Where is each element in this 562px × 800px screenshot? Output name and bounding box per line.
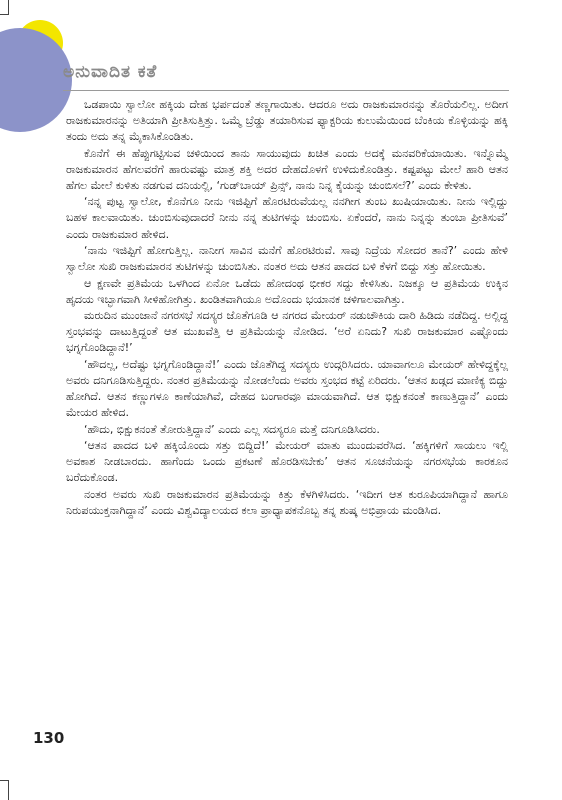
paragraph: ಕೊನೆಗೆ ಈ ಹೆಪ್ಪುಗಟ್ಟಿಸುವ ಚಳಿಯಿಂದ ತಾನು ಸಾಯುವುದು ಖಚಿತ ಎಂದು ಅದಕ್ಕೆ ಮನವರಿಕೆಯಾಯಿತು. ಇನ್ನೊಮ್ಮೆ ರಾಜಕುಮಾರನ ಹೆಗಲವರೆಗೆ ಹಾರುವಷ್ಟು ಮಾತ್ರ ಶಕ್ತಿ ಅದರ ದೇಹದೊಳಗೆ ಉಳಿದುಕೊಂಡಿತ್ತು. ಕಷ್ಟಪಟ್ಟು ಮೇಲೆ ಹಾರಿ ಆತನ ಹೆಗಲ ಮೇಲೆ ಕುಳಿತು ನಡಗುವ ದನಿಯಲ್ಲಿ, ‘ಗುಡ್‌ಬಾಯ್ ಪ್ರಿನ್ಸ್, ನಾನು ನಿನ್ನ ಕೈಯನ್ನು ಚುಂಬಿಸಲೆ?’ ಎಂದು ಕೇಳಿತು. bbox=[66, 146, 508, 192]
paragraph: ಒಡಪಾಯಿ ಸ್ವಾಲೋ ಹಕ್ಕಿಯ ದೇಹ ಭರ್ಪದಂತೆ ತಣ್ಣಗಾಯಿತು. ಆದರೂ ಅದು ರಾಜಕುಮಾರನನ್ನು ತೊರೆಯಲಿಲ್ಲ. ಅದೀಗ ರಾಜಕುಮಾರನನ್ನು ಅತಿಯಾಗಿ ಪ್ರೀತಿಸುತ್ತಿತ್ತು. ಒಮ್ಮೆ ಬ್ರೆಡ್ಡು ತಯಾರಿಸುವ ಫ್ಯಾಕ್ಟರಿಯ ಕುಲುಮೆಯಿಂದ ಬೆಂಕಿಯ ಕೊಳ್ಳಿಯನ್ನು ಹಕ್ಕಿ ತಂದು ಅದು ತನ್ನ ಮೈಕಾಸಿಕೊಂಡಿತು. bbox=[66, 98, 508, 144]
paragraph: ‘ಆತನ ಪಾದದ ಬಳಿ ಹಕ್ಕಿಯೊಂದು ಸತ್ತು ಬಿದ್ದಿದೆ!’ ಮೇಯರ್ ಮಾತು ಮುಂದುವರೆಸಿದ. ‘ಹಕ್ಕಿಗಳಿಗೆ ಸಾಯಲು ಇಲ್ಲಿ ಅವಕಾಶ ನೀಡಬಾರದು. ಹಾಗೆಂದು ಒಂದು ಪ್ರಕಟಣೆ ಹೊರಡಿಸಬೇಕು’ ಆತನ ಸೂಚನೆಯನ್ನು ನಗರಸಭೆಯ ಕಾರಕೂನ ಬರೆದುಕೊಂಡ. bbox=[66, 439, 508, 485]
crop-mark-top bbox=[8, 0, 9, 14]
story-text bbox=[66, 97, 508, 519]
page-number: 130 bbox=[33, 729, 65, 747]
section-title: ಅನುವಾದಿತ ಕತೆ bbox=[63, 62, 158, 82]
crop-mark-bottom-horizontal bbox=[0, 780, 9, 781]
paragraph: ನಂತರ ಅವರು ಸುಖಿ ರಾಜಕುಮಾರನ ಪ್ರತಿಮೆಯನ್ನು ಕಿತ್ತು ಕೆಳಗಿಳಿಸಿದರು. ‘ಇದೀಗ ಆತ ಕುರೂಪಿಯಾಗಿದ್ದಾನೆ ಹಾಗೂ ನಿರುಪಯುಕ್ತನಾಗಿದ್ದಾನೆ’ ಎಂದು ವಿಶ್ವವಿದ್ಯಾಲಯದ ಕಲಾ ಪ್ರಾಧ್ಯಾಪಕನೊಬ್ಬ ತನ್ನ ಶುಷ್ಕ ಅಭಿಪ್ರಾಯ ಮಂಡಿಸಿದ. bbox=[66, 487, 508, 517]
paragraph: ‘ನಾನು ಇಜಿಪ್ಟಿಗೆ ಹೋಗುತ್ತಿಲ್ಲ. ನಾನೀಗ ಸಾವಿನ ಮನೆಗೆ ಹೊರಟಿರುವೆ. ಸಾವು ನಿದ್ರೆಯ ಸೋದರ ತಾನೆ?’ ಎಂದು ಹೇಳಿ ಸ್ವಾಲೋ ಸುಖಿ ರಾಜಕುಮಾರನ ತುಟಿಗಳನ್ನು ಚುಂಬಿಸಿತು. ನಂತರ ಅದು ಆತನ ಪಾದದ ಬಳಿ ಕೆಳಗೆ ಬಿದ್ದು ಸತ್ತು ಹೋಯಿತು. bbox=[66, 244, 508, 274]
paragraph: ಆ ಕ್ಷಣವೇ ಪ್ರತಿಮೆಯ ಒಳಗಿಂದ ಏನೋ ಒಡೆದು ಹೋದಂಥ ಭೀಕರ ಸದ್ದು ಕೇಳಿಸಿತು. ನಿಜಕ್ಕೂ ಆ ಪ್ರತಿಮೆಯ ಉಕ್ಕಿನ ಹೃದಯ ಇಬ್ಭಾಗವಾಗಿ ಸೀಳಿಹೋಗಿತ್ತು. ಖಂಡಿತವಾಗಿಯೂ ಅದೊಂದು ಭಯಾನಕ ಚಳಿಗಾಲವಾಗಿತ್ತು. bbox=[66, 276, 508, 306]
paragraph: ಮರುದಿನ ಮುಂಜಾನೆ ನಗರಸಭೆ ಸದಸ್ಯರ ಜೊತೆಗೂಡಿ ಆ ನಗರದ ಮೇಯರ್ ನಡುಚೌಕಿಯ ದಾರಿ ಹಿಡಿದು ನಡೆದಿದ್ದ. ಅಲ್ಲಿದ್ದ ಸ್ತಂಭವನ್ನು ದಾಟುತ್ತಿದ್ದಂತೆ ಆತ ಮುಖವೆತ್ತಿ ಆ ಪ್ರತಿಮೆಯನ್ನು ನೋಡಿದ. ‘ಅರೆ ಏನಿದು? ಸುಖಿ ರಾಜಕುಮಾರ ಎಷ್ಟೊಂದು ಭಗ್ನಗೊಂಡಿದ್ದಾನೆ!’ bbox=[66, 309, 508, 355]
paragraph: ‘ಹೌದು, ಭಿಕ್ಷುಕನಂತೆ ತೋರುತ್ತಿದ್ದಾನೆ’ ಎಂದು ಎಲ್ಲ ಸದಸ್ಯರೂ ಮತ್ತೆ ದನಿಗೂಡಿಸಿದರು. bbox=[84, 422, 380, 436]
paragraph: ‘ಹೌದಲ್ಲ, ಅದೆಷ್ಟು ಭಗ್ನಗೊಂಡಿದ್ದಾನೆ!’ ಎಂದು ಜೊತೆಗಿದ್ದ ಸದಸ್ಯರು ಉದ್ಗರಿಸಿದರು. ಯಾವಾಗಲೂ ಮೇಯರ್ ಹೇಳಿದ್ದಕ್ಕೆಲ್ಲ ಅವರು ದನಿಗೂಡಿಸುತ್ತಿದ್ದರು. ನಂತರ ಪ್ರತಿಮೆಯನ್ನು ನೋಡಲೆಂದು ಅವರು ಸ್ತಂಭದ ಕಟ್ಟೆ ಏರಿದರು. ‘ಆತನ ಖಡ್ಗದ ಮಾಣಿಕ್ಯ ಬಿದ್ದು ಹೋಗಿದೆ. ಆತನ ಕಣ್ಣುಗಳೂ ಕಾಣೆಯಾಗಿವೆ, ದೇಹದ ಬಂಗಾರವೂ ಮಾಯವಾಗಿದೆ. ಆತ ಭಿಕ್ಷುಕನಂತೆ ಕಾಣುತ್ತಿದ್ದಾನೆ’ ಎಂದು ಮೇಯರ ಹೇಳಿದ. bbox=[66, 357, 508, 420]
crop-mark-top-horizontal bbox=[0, 14, 9, 15]
crop-mark-bottom bbox=[8, 780, 9, 800]
paragraph: ‘ನನ್ನ ಪುಟ್ಟ ಸ್ವಾಲೋ, ಕೊನೆಗೂ ನೀನು ಇಜಿಪ್ಟಿಗೆ ಹೊರಟಿರುವೆಯಲ್ಲ ನನಗೀಗ ತುಂಬ ಖುಷಿಯಾಯಿತು. ನೀನು ಇಲ್ಲಿದ್ದು ಬಹಳ ಕಾಲವಾಯಿತು. ಚುಂಬಿಸುವುದಾದರೆ ನೀನು ನನ್ನ ತುಟಿಗಳನ್ನು ಚುಂಬಿಸು. ಏಕೆಂದರೆ, ನಾನು ನಿನ್ನನ್ನು ತುಂಬಾ ಪ್ರೀತಿಸುವೆ’ ಎಂದು ರಾಜಕುಮಾರ ಹೇಳಿದ. bbox=[66, 195, 508, 241]
header-rule bbox=[63, 90, 509, 91]
